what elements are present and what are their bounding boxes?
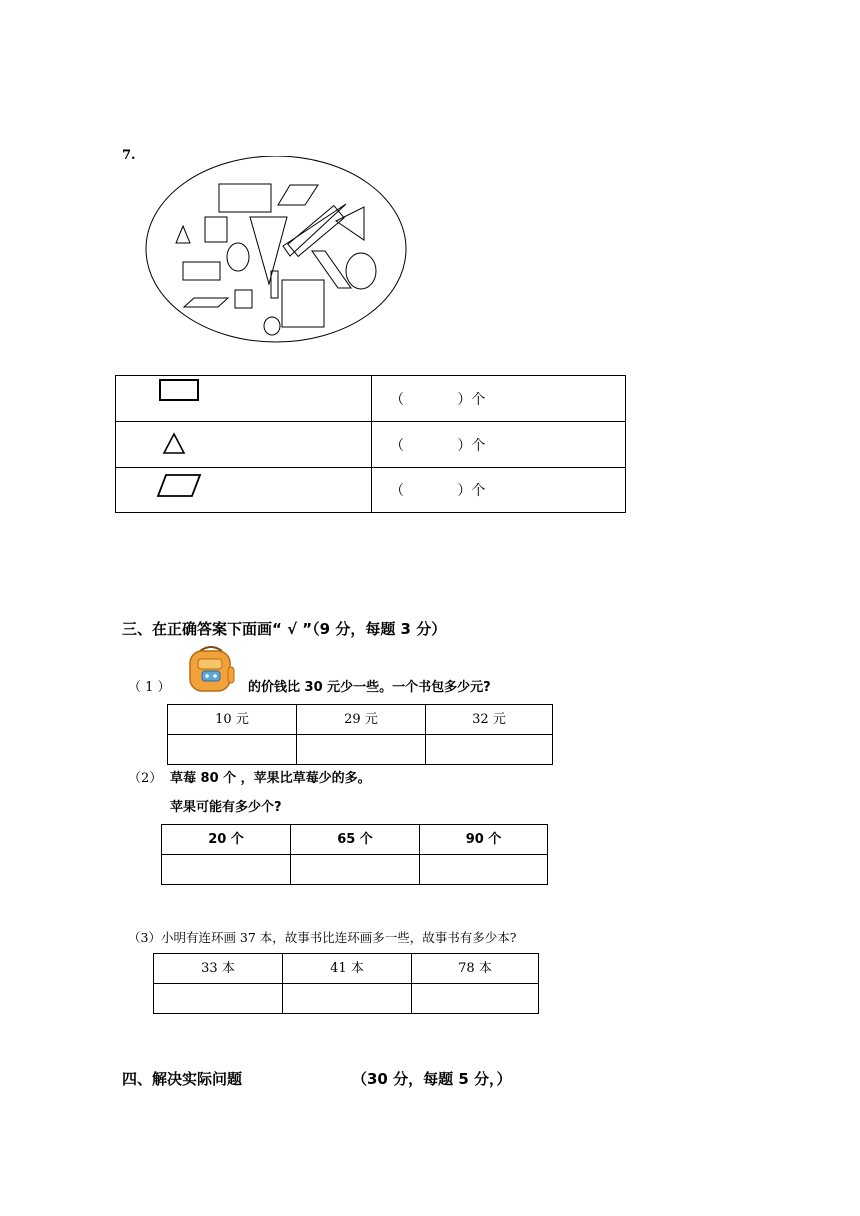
rectangle-shape (183, 262, 220, 280)
check-cell[interactable] (283, 984, 412, 1014)
check-cell[interactable] (412, 984, 539, 1014)
check-cell[interactable] (154, 984, 283, 1014)
question-1-text: 的价钱比 30 元少一些。一个书包多少元? (248, 680, 491, 695)
option-label: 78 本 (412, 954, 539, 984)
triangle-shape (250, 217, 287, 284)
shape-count-row (116, 376, 626, 422)
shape-cell (116, 468, 372, 513)
triangle-shape (336, 207, 364, 240)
rectangle-icon (158, 378, 202, 404)
option-label: 10 元 (168, 705, 297, 735)
rectangle-shape (271, 271, 278, 298)
count-answer-blank[interactable]: （ ）个 (372, 376, 626, 422)
section-3-title: 三、在正确答案下面画“ √ ”（9 分，每题 3 分） (122, 620, 447, 638)
check-cell[interactable] (297, 735, 426, 765)
shape-cell (116, 422, 372, 468)
shape-count-row (116, 422, 626, 468)
rectangle-shape (219, 184, 271, 212)
question-1-answer-table (167, 704, 553, 765)
shape-count-table (115, 375, 626, 513)
option-label: 65 个 (291, 825, 420, 855)
option-label: 90 个 (420, 825, 548, 855)
parallelogram-icon (156, 473, 204, 499)
option-label: 20 个 (162, 825, 291, 855)
circle-shape (227, 243, 249, 271)
shape-cell (116, 376, 372, 422)
circle-shape (264, 317, 280, 335)
parallelogram-shape (278, 185, 318, 205)
square-shape (205, 217, 227, 242)
question-3-answer-table (153, 953, 539, 1014)
check-cell[interactable] (420, 855, 548, 885)
square-shape (282, 280, 324, 327)
parallelogram-shape (184, 298, 228, 307)
question-2-answer-table (161, 824, 548, 885)
section-4-title: 四、解决实际问题 (122, 1070, 243, 1088)
shapes-ellipse-figure (140, 156, 420, 348)
shape-count-row (116, 468, 626, 513)
section-4-score: （30 分，每题 5 分，） (352, 1070, 512, 1088)
check-cell[interactable] (168, 735, 297, 765)
circle-shape (346, 253, 376, 289)
check-cell[interactable] (291, 855, 420, 885)
square-shape (235, 290, 252, 308)
question-1-prefix: （ 1 ） (128, 680, 171, 695)
option-label: 41 本 (283, 954, 412, 984)
option-label: 32 元 (426, 705, 553, 735)
question-7-number: 7. (122, 148, 136, 163)
option-label: 29 元 (297, 705, 426, 735)
triangle-shape (176, 226, 190, 243)
question-3-text: （3）小明有连环画 37 本，故事书比连环画多一些，故事书有多少本? (128, 930, 517, 945)
count-answer-blank[interactable]: （ ）个 (372, 422, 626, 468)
parallelogram-shape (283, 204, 346, 256)
schoolbag-icon (186, 645, 236, 693)
question-2-line-1: 草莓 80 个 ，苹果比草莓少的多。 (170, 771, 371, 786)
question-2-prefix: （2） (128, 771, 163, 786)
check-cell[interactable] (426, 735, 553, 765)
parallelogram-shape (312, 251, 351, 288)
question-2-line-2: 苹果可能有多少个? (170, 800, 282, 815)
check-cell[interactable] (162, 855, 291, 885)
option-label: 33 本 (154, 954, 283, 984)
count-answer-blank[interactable]: （ ）个 (372, 468, 626, 513)
triangle-icon (162, 432, 188, 456)
